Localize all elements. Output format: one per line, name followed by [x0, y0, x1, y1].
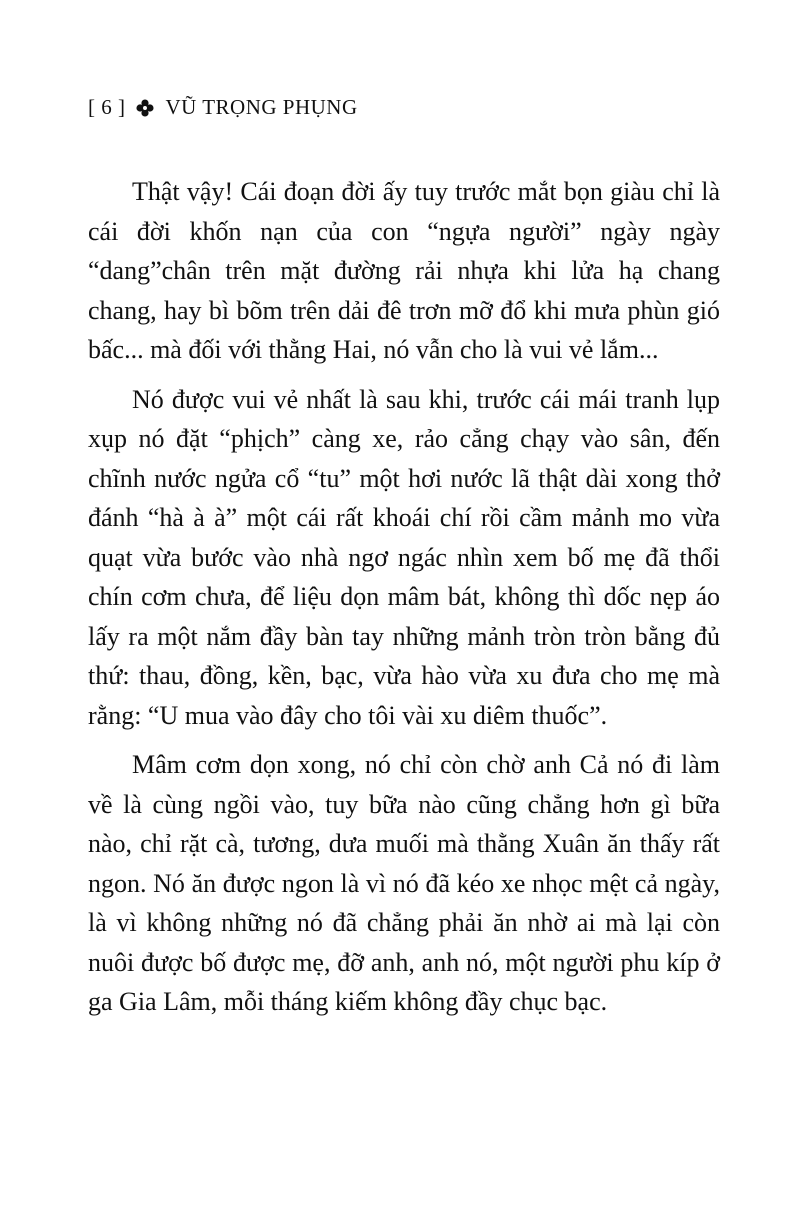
page-number: [ 6 ] [88, 95, 126, 119]
running-header [88, 95, 358, 120]
body-text [88, 172, 720, 1032]
paragraph: Nó được vui vẻ nhất là sau khi, trước cái mái tranh lụp xụp nó đặt “phịch” càng xe, rảo cẳng chạy vào sân, đến chĩnh nước ngửa cổ “tu” một hơi nước lã thật dài xong thở đánh “hà à à” một cái rất khoái chí rồi cầm mảnh mo vừa quạt vừa bước vào nhà ngơ ngác nhìn xem bố mẹ đã thổi chín cơm chưa, để liệu dọn mâm bát, không thì dốc nẹp áo lấy ra một nắm đầy bàn tay những mảnh tròn tròn bằng đủ thứ: thau, đồng, kền, bạc, vừa hào vừa xu đưa cho mẹ mà rằng: “U mua vào đây cho tôi vài xu diêm thuốc”. [88, 384, 720, 730]
paragraph: Thật vậy! Cái đoạn đời ấy tuy trước mắt bọn giàu chỉ là cái đời khốn nạn của con “ngựa người” ngày ngày “dang”chân trên mặt đường rải nhựa khi lửa hạ chang chang, hay bì bõm trên dải đê trơn mỡ đổ khi mưa phùn gió bấc... mà đối với thằng Hai, nó vẫn cho là vui vẻ lắm... [88, 177, 720, 364]
book-author-title: VŨ TRỌNG PHỤNG [165, 95, 358, 119]
paragraph: Mâm cơm dọn xong, nó chỉ còn chờ anh Cả nó đi làm về là cùng ngồi vào, tuy bữa nào cũng chẳng hơn gì bữa nào, chỉ rặt cà, tương, dưa muối mà thằng Xuân ăn thấy rất ngon. Nó ăn được ngon là vì nó đã kéo xe nhọc mệt cả ngày, là vì không những nó đã chẳng phải ăn nhờ ai mà lại còn nuôi được bố được mẹ, đỡ anh, anh nó, một người phu kíp ở ga Gia Lâm, mỗi tháng kiếm không đầy chục bạc. [88, 750, 720, 1016]
flower-icon [136, 99, 154, 117]
